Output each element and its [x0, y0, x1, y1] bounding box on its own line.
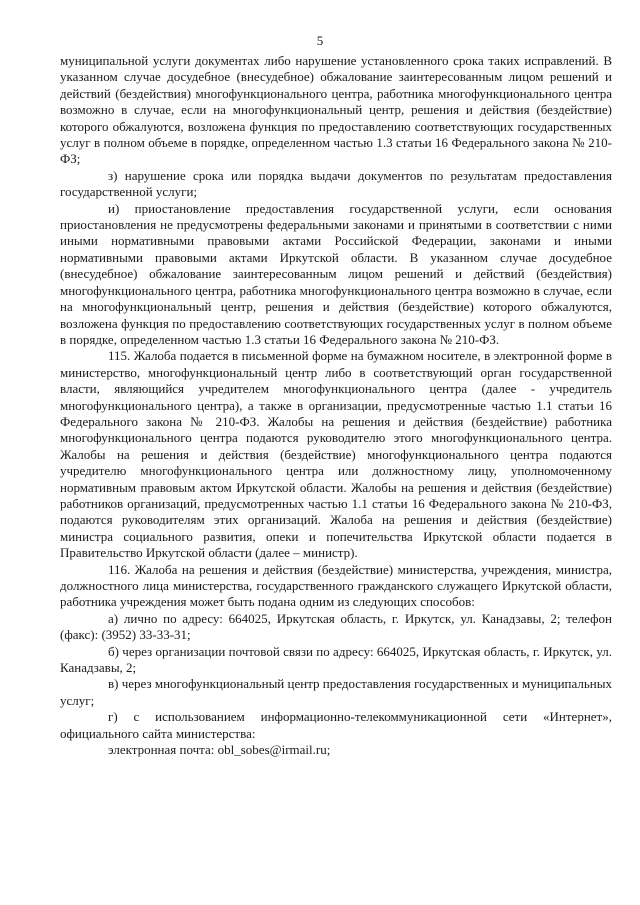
paragraph-item-a: а) лично по адресу: 664025, Иркутская область, г. Иркутск, ул. Канадзавы, 2; телефон (факс): (3952) 33-33-31; [60, 610, 612, 643]
paragraph-item-b: б) через организации почтовой связи по адресу: 664025, Иркутская область, г. Иркутск, ул. Канадзавы, 2; [60, 643, 612, 676]
paragraph-115: 115. Жалоба подается в письменной форме на бумажном носителе, в электронной форме в министерство, многофункциональный центр либо в соответствующий орган государственной власти, являющийся учредителем многофункционального центра (далее - учредитель многофункционального центра), а также в организации, предусмотренные частью 1.1 статьи 16 Федерального закона № 210-ФЗ. Жалобы на решения и действия (бездействие) работника многофункционального центра подаются руководителю этого многофункционального центра. Жалобы на решения и действия (бездействие) многофункционального центра подаются учредителю многофункционального центра или должностному лицу, уполномоченному нормативным правовым актом Иркутской области. Жалобы на решения и действия (бездействие) работников организаций, предусмотренных частью 1.1 статьи 16 Федерального закона № 210-ФЗ, подаются руководителям этих организаций. Жалоба на решения и действия (бездействие) министра социального развития, опеки и попечительства Иркутской области подается в Правительство Иркутской области (далее – министр). [60, 348, 612, 561]
paragraph-item-z: з) нарушение срока или порядка выдачи документов по результатам предоставления государственной услуги; [60, 167, 612, 200]
paragraph-item-i: и) приостановление предоставления государственной услуги, если основания приостановления не предусмотрены федеральными законами и принятыми в соответствии с ними иными нормативными правовыми актами Российской Федерации, законами и иными нормативными правовыми актами Иркутской области. В указанном случае досудебное (внесудебное) обжалование заинтересованным лицом решений и действий (бездействия) многофункционального центра, работника многофункционального центра возможно в случае, если на многофункциональный центр, решения и действия (бездействие) которого обжалуются, возложена функция по предоставлению соответствующих государственных услуг в полном объеме в порядке, определенном частью 1.3 статьи 16 Федерального закона № 210-ФЗ. [60, 200, 612, 347]
paragraph-116: 116. Жалоба на решения и действия (бездействие) министерства, учреждения, министра, должностного лица министерства, государственного гражданского служащего Иркутской области, работника учреждения может быть подана одним из следующих способов: [60, 561, 612, 610]
paragraph-item-g: г) с использованием информационно-телекоммуникационной сети «Интернет», официального сайта министерства: [60, 709, 612, 741]
paragraph-item-v: в) через многофункциональный центр предоставления государственных и муниципальных услуг; [60, 676, 612, 708]
paragraph-continuation: муниципальной услуги документах либо нарушение установленного срока таких исправлений. В указанном случае досудебное (внесудебное) обжалование заинтересованным лицом решений и действий (бездействия) многофункционального центра, работника многофункционального центра возможно в случае, если на многофункциональный центр, решения и действия (бездействие) которого обжалуются, возложена функция по предоставлению соответствующих государственных услуг в полном объеме в порядке, определенном частью 1.3 статьи 16 Федерального закона № 210-ФЗ; [60, 53, 612, 167]
page-number: 5 [316, 33, 324, 48]
document-body [60, 53, 612, 758]
paragraph-email: электронная почта: obl_sobes@irmail.ru; [108, 742, 331, 758]
